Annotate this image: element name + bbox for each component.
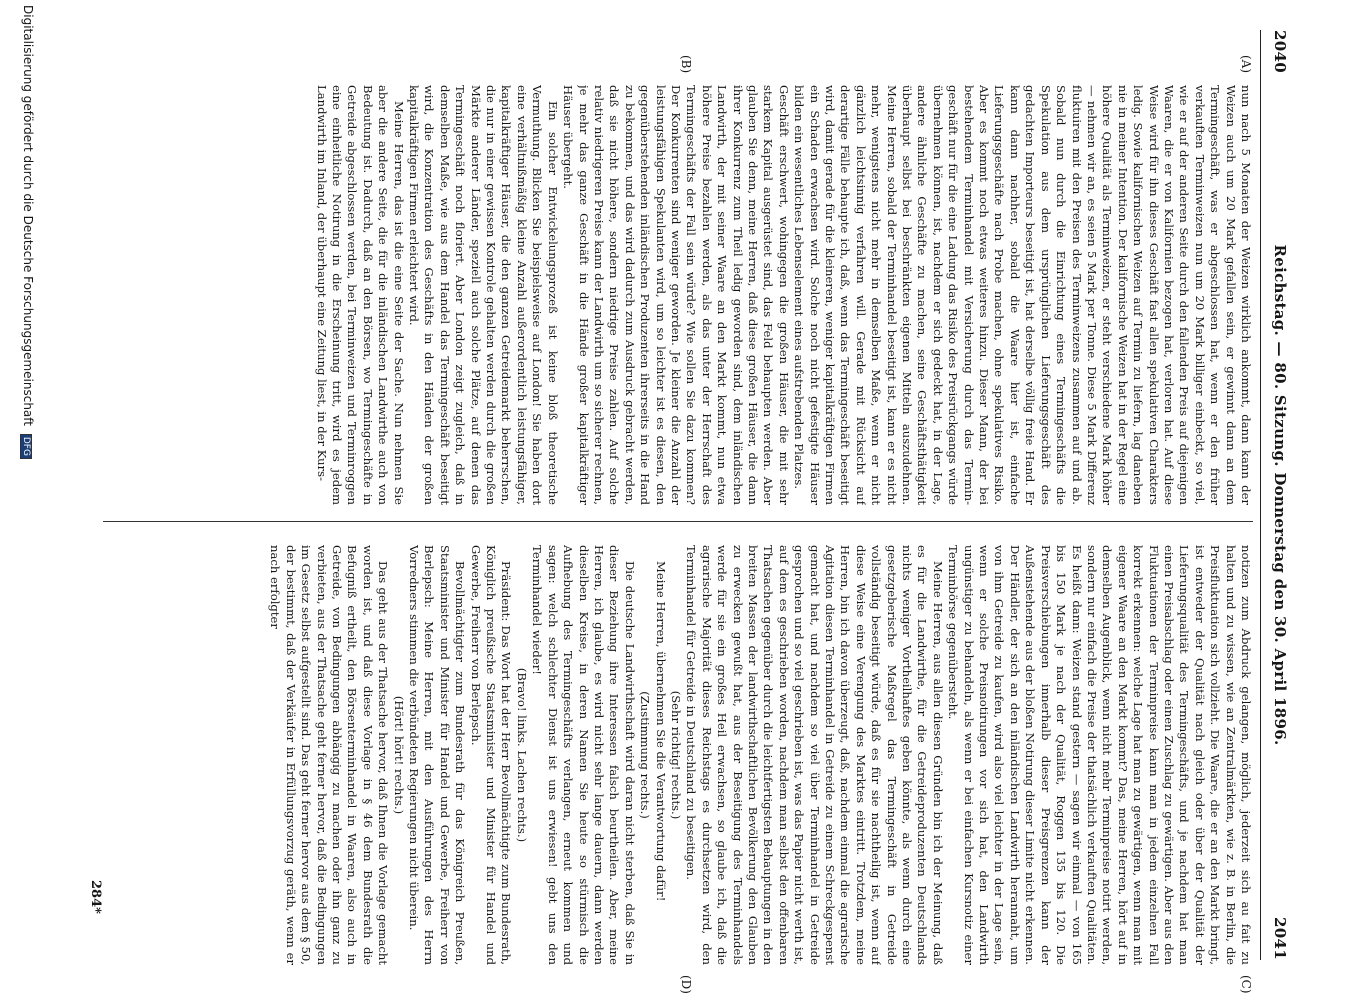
speaker-paragraph: Präsident: Das Wort hat der Herr Bevollmächtigte zum Bundesrath, Königlich preußische Staatsminister und Minister für Handel und Gewerbe, Freiherr von Berlepsch. [468, 545, 514, 965]
column-left [113, 85, 1253, 505]
header-rule [1260, 30, 1261, 960]
column-divider [103, 521, 1253, 522]
dfg-logo: DFG [20, 434, 32, 459]
margin-marker-a: (A) [1239, 55, 1253, 74]
interjection: (Zustimmung rechts.) [638, 691, 653, 819]
speaker-paragraph: Bevollmächtigter zum Bundesrath für das Königreich Preußen, Staatsminister und Minister für Handel und Gewerbe, Freiherr von Berlepsch: Meine Herren, mit den Ausführungen des Herrn Vorredners stimmen die verbündeten Regierungen nicht überein. [407, 545, 468, 965]
page-header [1263, 30, 1295, 960]
interjection: (Sehr richtig! rechts.) [668, 690, 683, 820]
paragraph: Meine Herren, übernehmen Sie die Verantwortung dafür! [653, 561, 668, 902]
interjection: (Bravo! links. Lachen rechts.) [514, 667, 529, 843]
interjection: (Hört! hört! rechts.) [391, 695, 406, 815]
paragraph: Ein solcher Entwickelungsprozeß ist keine bloß theoretische Vermuthung. Blicken Sie beispielsweise auf London! Sie haben dort eine verhältnißmäßig kleine Anzahl außerordentlich leistungsfähiger, kapitalkräftiger Häuser, die den ganzen Getreidemarkt beherrschen, die nur in einer gewissen Kontrole gehalten werden durch die großen Märkte anderer Länder, speziell auch solche Plätze, auf denen das Termingeschäft noch floriert. Aber London zeigt zugleich, daß in demselben Maße, wie aus dem Handel das Termingeschäft beseitigt wird, die Konzentration des Geschäfts in den Händen der großen kapitalkräftigen Firmen erleichtert wird. [407, 85, 560, 505]
digitization-footer [20, 0, 35, 1005]
paragraph: notizen zum Abdruck gelangen, möglich, jederzeit sich au fait zu halten und zu wissen, wie an Zentralmärkten, wie z. B. in Berlin, die Preisfluktuation sich vollzieht. Die Waare, die er an den Markt bringt, ist entweder der Qualität nach gleich oder über der Qualität der Lieferungsqualität des Termingeschäfts, und je nachdem hat man einen Preisabschlag oder einen Zuschlag zu gewärtigen. Aber aus den Fluktuationen der Terminpreise kann man in jedem einzelnen Fall korrekt erkennen: welche Lage hat man zu gewärtigen, wenn man mit eigener Waare an den Markt kommt? Das, meine Herren, hört auf in demselben Augenblick, wenn nicht mehr Terminpreise notirt werden, sondern nur einfach die Preise der thatsächlich verkauften Qualitäten. Es heißt dann: Weizen stand gestern — sagen wir einmal — von 165 bis 150 Mark je nach der Qualität, Roggen 135 bis 120. Die Preisverschiebungen innerhalb dieser Preisgrenzen kann der Außenstehende aus der bloßen Notirung dieser Limite nicht erkennen. Der Händler, der sich an den inländischen Landwirth herannaht, um von ihm Getreide zu kaufen, wird also viel leichter in der Lage sein, wenn er solche Preisnotirungen vor sich hat, den Landwirth ungünstiger zu behandeln, als wenn er bei einfachen Kursnotiz einer Terminbörse gegenübersteht. [946, 545, 1253, 965]
page-number-left: 2040 [1271, 30, 1289, 73]
margin-marker-c: (C) [1239, 975, 1253, 994]
signature-mark: 284* [88, 880, 103, 914]
page-number-right: 2041 [1271, 917, 1289, 960]
paragraph: Meine Herren, aus allen diesen Gründen bin ich der Meinung, daß es für die Landwirthe, für die Getreideproduzenten Deutschlands nichts weniger Vortheilhaftes geben könnte, als wenn durch eine gesetzgeberische Maßregel das Termingeschäft in Getreide vollständig beseitigt würde, daß es für sie nachtheilig ist, wenn auf diese Weise eine Verengung des Marktes eintritt. Trotzdem, meine Herren, bin ich davon überzeugt, daß, nachdem einmal die agrarische Agitation diesen Terminhandel in Getreide zu einem Schreckgespenst gemacht hat, und nachdem so viel über Terminhandel in Getreide gesprochen und so viel geschrieben ist, was das Papier nicht werth ist, auf dem es geschrieben worden, nachdem man selbst den offenbaren Thatsachen gegenüber durch die leichtfertigsten Behauptungen in den breiten Massen der landwirthschaftlichen Bevölkerung den Glauben zu erwecken gewußt hat, aus der Beseitigung des Terminhandels werde für sie ein großes Heil erwachsen, so glaube ich, daß die agrarische Majorität dieses Reichstags es durchsetzen wird, den Terminhandel für Getreide in Deutschland zu beseitigen. [684, 545, 945, 965]
header-title: Reichstag. — 80. Sitzung. Donnerstag den 30. April 1896. [1271, 244, 1289, 746]
paragraph: Meine Herren, das ist die eine Seite der Sache. Nun nehmen Sie aber die andere Seite, die für die inländischen Landwirthe auch von Bedeutung ist. Dadurch, daß an den Börsen, wo Termingeschäfte in Getreide abgeschlossen werden, bei Terminweizen und Terminroggen eine einheitliche Notirung in die Erscheinung tritt, wird es jedem Landwirth im Inland, der überhaupt eine Zeitung liest, in der Kurs- [314, 85, 406, 505]
paragraph: Die deutsche Landwirthschaft wird daran nicht sterben, daß Sie in dieser Beziehung ihre Interessen falsch beurtheilen. Aber, meine Herren, ich glaube, es wird nicht sehr lange dauern, dann werden dieselben Kreise, in deren Namen Sie heute so stürmisch die Aufhebung des Termingeschäfts verlangen, erneut kommen und sagen: welch schlechter Dienst ist uns erwiesen! gebt uns den Terminhandel wieder! [530, 545, 637, 965]
column-right [113, 545, 1253, 965]
margin-marker-d: (D) [679, 975, 693, 994]
paragraph: nun nach 5 Monaten der Weizen wirklich ankommt, dann kann der Weizen auch um 20 Mark gefallen sein, er gewinnt dann an dem Termingeschäft, was er abgeschlossen hat, wenn er den früher verkauften Terminweizen nun um 20 Mark billiger einbeckt, so viel, wie er auf der anderen Seite durch den fallenden Preis auf diejenigen Waaren, die er von Kalifornien bezogen hat, verloren hat. Auf diese Weise wird für ihn dieses Geschäft fast allen spekulativen Charakters ledig. Sowie kalifornischen Weizen auf Termin zu liefern, lag daneben nie in meiner Intention. Der kalifornische Weizen hat in der Regel eine höhere Qualität als Terminweizen, er steht verschiedene Mark höher — nehmen wir an, es seien 5 Mark per Tonne. Diese 5 Mark Differenz fluktuiren mit den Preisen des Terminweizens zusammen auf und ab. Sobald nun durch die Einrichtung eines Termingeschäfts die Spekulation aus dem ursprünglichen Lieferungsgeschäft des gedachten Importeurs beseitigt ist, hat derselbe völlig freie Hand. Er kann dann nachher, sobald die Waare hier ist, einfache Lieferungsgeschäfte nach Probe machen, ohne spekulatives Risiko. Aber es kommt noch etwas weiteres hinzu. Dieser Mann, der bei bestehendem Terminhandel mit Versicherung durch das Termingeschäft nur für die eine Ladung das Risiko des Preisrückgangs würde übernehmen können, ist, nachdem er sich gedeckt hat, in der Lage, andere ähnliche Geschäfte zu machen, seine Geschäftsthätigkeit überhaupt selbst bei beschränkten eigenen Mitteln auszudehnen. Meine Herren, sobald der Terminhandel beseitigt ist, kann er es nicht mehr, wenigstens nicht mehr in demselben Maße, wenn er nicht gänzlich leichtsinnig verfahren will. Gerade mit Rücksicht auf derartige Fälle behaupte ich, daß, wenn das Termingeschäft beseitigt wird, damit gerade für die kleineren, weniger kapitalkräftigen Firmen ein Schaden erwachsen wird. Solche noch nicht gefestigte Häuser bilden ein wesentliches Lebenselement eines aufstrebenden Platzes. [792, 85, 1253, 505]
footer-text: Digitalisierung gefördert durch die Deutsche Forschungsgemeinschaft [21, 5, 35, 427]
margin-marker-b: (B) [679, 55, 693, 74]
paragraph: Das geht aus der Thatsache hervor, daß Ihnen die Vorlage gemacht worden ist, und daß diese Vorlage in § 46 dem Bundesrath die Befugniß ertheilt, den Börsenterminhandel in Waaren, also auch in Getreide, von Bedingungen abhängig zu machen oder ihn ganz zu verbieten, aus der Thatsache geht ferner hervor, daß die Bedingungen im Gesetz selbst aufgestellt sind. Das geht ferner hervor aus dem § 50, der bestimmt, daß der Verkäufer in Erfüllungsvorzug geräth, wenn er nach erfolgter [268, 545, 391, 965]
paragraph: Geschäft erschwert, wohingegen die großen Häuser, die mit sehr starkem Kapital ausgerüstet sind, das Feld behaupten werden. Aber glauben Sie denn, meine Herren, daß diese großen Häuser, die dann ihrer Konkurrenz zum Theil ledig geworden sind, dem inländischen Landwirth, der mit seiner Waare an den Markt kommt, nun etwa höhere Preise bezahlen werden, als das unter der Herrschaft des Termingeschäfts der Fall sein würde? Wie sollen Sie dazu kommen? Der Konkurrenten sind weniger geworden. Je kleiner die Anzahl der leistungsfähigen Spekulanten wird, um so leichter ist es diesen, den gegenüberstehenden inländischen Produzenten ihrerseits in die Hand zu bekommen, und das wird dadurch zum Ausdruck gebracht werden, daß sie nicht höhere, sondern niedrige Preise zahlen. Auf solche relativ niedrigeren Preise kann der Landwirth um so sicherer rechnen, je mehr das ganze Geschäft in die Hände großer kapitalkräftiger Häuser übergeht. [561, 85, 791, 505]
